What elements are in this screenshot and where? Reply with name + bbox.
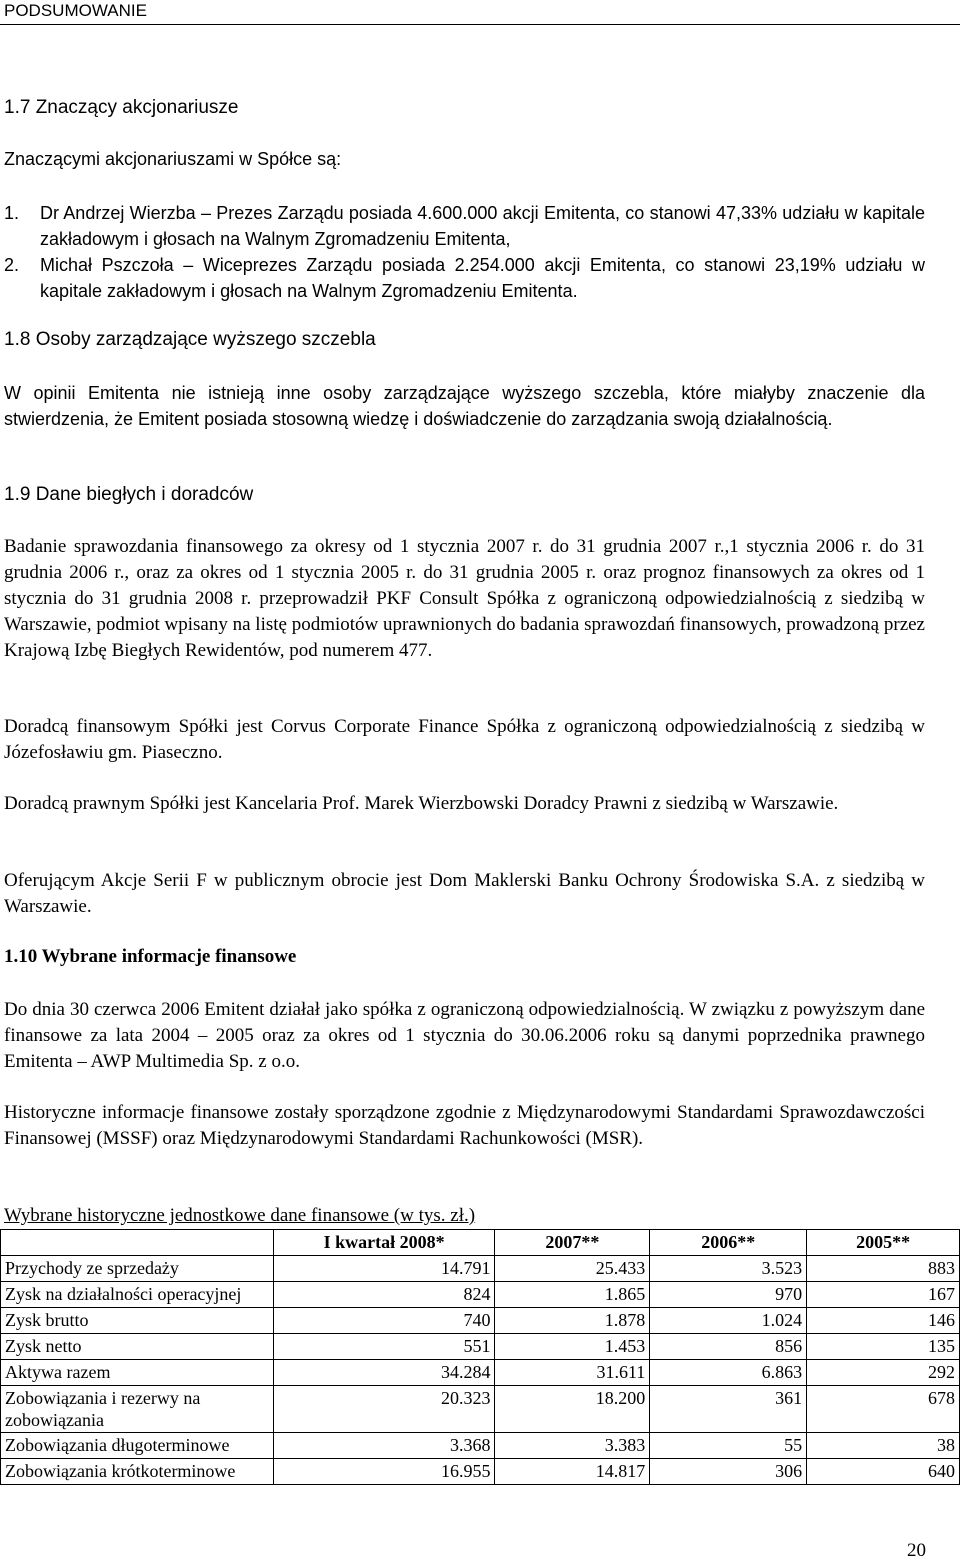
table-cell: 292 xyxy=(807,1360,960,1386)
list-item xyxy=(4,252,925,304)
section-1-9-heading: 1.9 Dane biegłych i doradców xyxy=(4,484,254,505)
table-row xyxy=(1,1282,960,1308)
section-1-8-text: W opinii Emitenta nie istnieją inne osoby zarządzające wyższego szczebla, które miałyby znaczenie dla stwierdzenia, że Emitent posiada stosowną wiedzę i doświadczenie do zarządzania swoją działalnością. xyxy=(4,383,925,429)
table-header-cell: I kwartał 2008* xyxy=(273,1230,495,1256)
table-cell: 3.383 xyxy=(495,1433,650,1459)
table-cell: 3.523 xyxy=(650,1256,807,1282)
table-cell: 20.323 xyxy=(273,1386,495,1433)
row-label: Przychody ze sprzedaży xyxy=(1,1256,274,1282)
table-cell: 34.284 xyxy=(273,1360,495,1386)
offering-broker-paragraph: Oferującym Akcje Serii F w publicznym obrocie jest Dom Maklerski Banku Ochrony Środowiska S.A. z siedzibą w Warszawie. xyxy=(4,870,925,917)
table-row xyxy=(1,1386,960,1433)
shareholders-intro: Znaczącymi akcjonariuszami w Spółce są: xyxy=(4,149,342,169)
table-cell: 883 xyxy=(807,1256,960,1282)
row-label: Zobowiązania krótkoterminowe xyxy=(1,1459,274,1485)
section-1-10-heading: 1.10 Wybrane informacje finansowe xyxy=(4,946,297,967)
table-cell: 1.878 xyxy=(495,1308,650,1334)
list-item-text: Dr Andrzej Wierzba – Prezes Zarządu posiada 4.600.000 akcji Emitenta, co stanowi 47,33% udziału w kapitale zakładowym i głosach na Walnym Zgromadzeniu Emitenta, xyxy=(40,203,925,249)
table-cell: 167 xyxy=(807,1282,960,1308)
table-cell: 640 xyxy=(807,1459,960,1485)
table-cell: 678 xyxy=(807,1386,960,1433)
table-cell: 551 xyxy=(273,1334,495,1360)
section-1-8-heading: 1.8 Osoby zarządzające wyższego szczebla xyxy=(4,329,376,350)
row-label: Aktywa razem xyxy=(1,1360,274,1386)
list-item xyxy=(4,200,925,252)
financial-advisor-paragraph: Doradcą finansowym Spółki jest Corvus Corporate Finance Spółka z ograniczoną odpowiedzialnością z siedzibą w Józefosławiu gm. Piaseczno. xyxy=(4,716,925,763)
table-row xyxy=(1,1256,960,1282)
table-cell: 146 xyxy=(807,1308,960,1334)
row-label: Zobowiązania i rezerwy na zobowiązania xyxy=(1,1386,274,1433)
table-cell: 361 xyxy=(650,1386,807,1433)
table-row xyxy=(1,1308,960,1334)
row-label: Zysk netto xyxy=(1,1334,274,1360)
table-cell: 856 xyxy=(650,1334,807,1360)
list-item-text: Michał Pszczoła – Wiceprezes Zarządu posiada 2.254.000 akcji Emitenta, co stanowi 23,19% udziału w kapitale zakładowym i głosach na Walnym Zgromadzeniu Emitenta. xyxy=(40,255,925,301)
page-number: 20 xyxy=(907,1540,926,1561)
table-cell: 1.865 xyxy=(495,1282,650,1308)
table-header-row xyxy=(1,1230,960,1256)
table-cell: 1.453 xyxy=(495,1334,650,1360)
table-header-cell: 2005** xyxy=(807,1230,960,1256)
table-header-cell: 2007** xyxy=(495,1230,650,1256)
legal-advisor-paragraph: Doradcą prawnym Spółki jest Kancelaria Prof. Marek Wierzbowski Doradcy Prawni z siedzibą w Warszawie. xyxy=(4,793,839,814)
table-cell: 14.817 xyxy=(495,1459,650,1485)
table-header-cell: 2006** xyxy=(650,1230,807,1256)
auditor-paragraph: Badanie sprawozdania finansowego za okresy od 1 stycznia 2007 r. do 31 grudnia 2007 r.,1 stycznia 2006 r. do 31 grudnia 2006 r., oraz za okres od 1 stycznia 2005 r. do 31 grudnia 2005 r. oraz prognoz finansowych za okres od 1 stycznia do 31 grudnia 2008 r. przeprowadził PKF Consult Spółka z ograniczoną odpowiedzialnością z siedzibą w Warszawie, podmiot wpisany na listę podmiotów uprawnionych do badania sprawozdań finansowych, prowadzoną przez Krajową Izbę Biegłych Rewidentów, pod numerem 477. xyxy=(4,536,925,661)
table-cell: 306 xyxy=(650,1459,807,1485)
table-cell: 31.611 xyxy=(495,1360,650,1386)
table-cell: 16.955 xyxy=(273,1459,495,1485)
standards-paragraph: Historyczne informacje finansowe zostały sporządzone zgodnie z Międzynarodowymi Standardami Sprawozdawczości Finansowej (MSSF) oraz Międzynarodowymi Standardami Rachunkowości (MSR). xyxy=(4,1102,925,1149)
table-row xyxy=(1,1433,960,1459)
page-header xyxy=(0,0,960,25)
table-cell: 18.200 xyxy=(495,1386,650,1433)
table-row xyxy=(1,1459,960,1485)
table-cell: 25.433 xyxy=(495,1256,650,1282)
table-cell: 740 xyxy=(273,1308,495,1334)
header-title: PODSUMOWANIE xyxy=(4,1,147,20)
list-item-number: 2. xyxy=(4,255,20,275)
table-cell: 55 xyxy=(650,1433,807,1459)
table-caption: Wybrane historyczne jednostkowe dane finansowe (w tys. zł.) xyxy=(4,1205,476,1226)
table-header-cell xyxy=(1,1230,274,1256)
table-cell: 824 xyxy=(273,1282,495,1308)
table-cell: 970 xyxy=(650,1282,807,1308)
table-cell: 14.791 xyxy=(273,1256,495,1282)
shareholders-list xyxy=(4,200,925,304)
financial-data-table xyxy=(0,1229,960,1485)
table-cell: 135 xyxy=(807,1334,960,1360)
table-cell: 3.368 xyxy=(273,1433,495,1459)
list-item-number: 1. xyxy=(4,203,20,223)
table-cell: 6.863 xyxy=(650,1360,807,1386)
table-cell: 38 xyxy=(807,1433,960,1459)
row-label: Zysk na działalności operacyjnej xyxy=(1,1282,274,1308)
table-row xyxy=(1,1360,960,1386)
section-1-7-heading: 1.7 Znaczący akcjonariusze xyxy=(4,97,239,118)
table-row xyxy=(1,1334,960,1360)
financial-info-paragraph: Do dnia 30 czerwca 2006 Emitent działał jako spółka z ograniczoną odpowiedzialnością. W związku z powyższym dane finansowe za lata 2004 – 2005 oraz za okres od 1 stycznia do 30.06.2006 roku są danymi poprzednika prawnego Emitenta – AWP Multimedia Sp. z o.o. xyxy=(4,999,925,1072)
row-label: Zobowiązania długoterminowe xyxy=(1,1433,274,1459)
table-cell: 1.024 xyxy=(650,1308,807,1334)
row-label: Zysk brutto xyxy=(1,1308,274,1334)
